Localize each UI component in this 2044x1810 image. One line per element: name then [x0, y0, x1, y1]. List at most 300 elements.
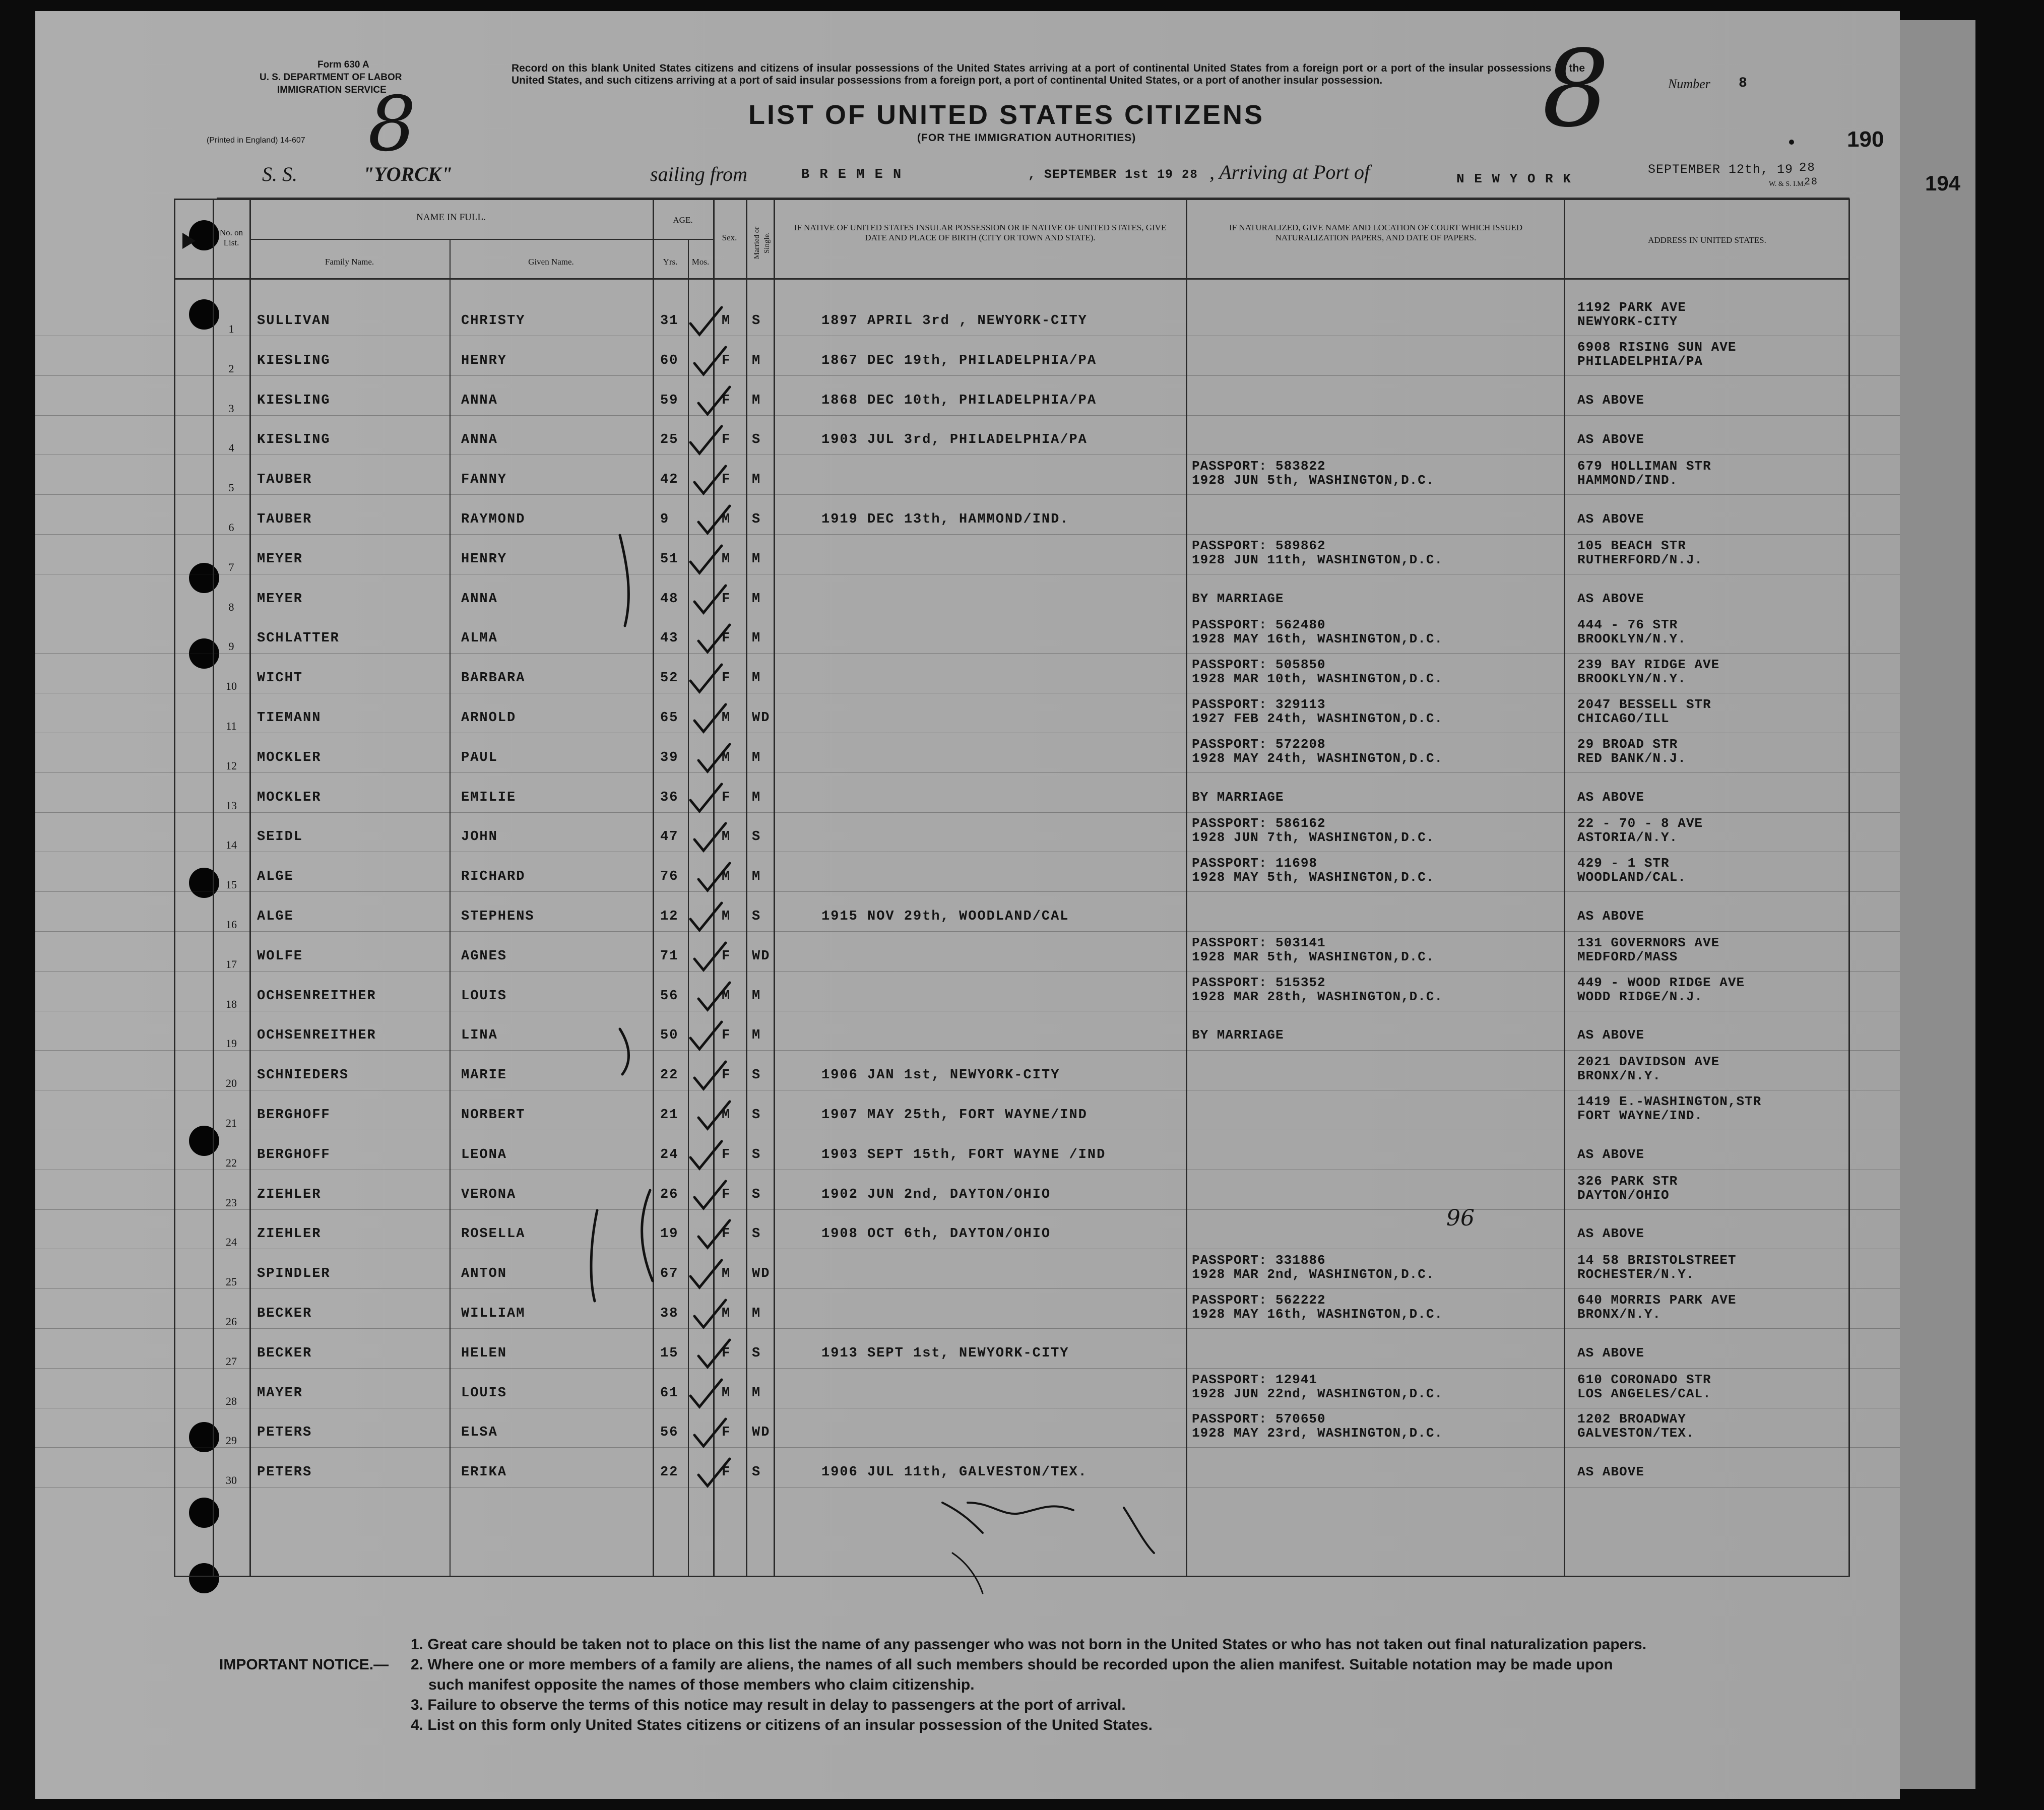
cell-age: 42: [660, 472, 679, 487]
cell-no: 28: [226, 1395, 237, 1407]
cell-given: LOUIS: [461, 989, 507, 1004]
header-given-name: Given Name.: [528, 257, 574, 267]
cell-address: 429 - 1 STR: [1577, 856, 1670, 871]
cell-family: KIESLING: [257, 432, 331, 447]
cell-address-city: DAYTON/OHIO: [1577, 1188, 1670, 1203]
cell-address-city: BRONX/N.Y.: [1577, 1068, 1662, 1083]
cell-sex: F: [722, 1068, 731, 1083]
cell-family: ALGE: [257, 869, 294, 884]
cell-no: 4: [228, 441, 234, 454]
cell-age: 67: [660, 1266, 679, 1281]
cell-birth: 1913 SEPT 1st, NEWYORK-CITY: [821, 1346, 1069, 1361]
cell-no: 11: [226, 720, 237, 732]
cell-naturalization: PASSPORT: 570650: [1192, 1411, 1326, 1427]
sailing-label: sailing from: [650, 163, 747, 185]
notice-item-2: 2. Where one or more members of a family are aliens, the names of all such members should be recorded upon the alien manifest. Suitable notation may be made upon: [411, 1656, 1613, 1673]
cell-family: SCHLATTER: [257, 631, 340, 646]
cell-no: 3: [228, 402, 234, 415]
cell-given: ANNA: [461, 592, 498, 607]
cell-family: ALGE: [257, 909, 294, 924]
cell-sex: M: [722, 989, 731, 1004]
cell-address: 444 - 76 STR: [1577, 617, 1678, 632]
cell-family: BERGHOFF: [257, 1108, 331, 1123]
cell-age: 71: [660, 949, 679, 964]
cell-no: 16: [226, 918, 237, 931]
cell-ms: M: [752, 989, 761, 1004]
cell-age: 9: [660, 512, 670, 527]
cell-family: SCHNIEDERS: [257, 1068, 349, 1083]
cell-birth: 1906 JAN 1st, NEWYORK-CITY: [821, 1068, 1060, 1083]
cell-given: ANTON: [461, 1266, 507, 1281]
cell-address: 326 PARK STR: [1577, 1174, 1678, 1189]
cell-sex: M: [722, 1306, 731, 1321]
cell-given: AGNES: [461, 949, 507, 964]
cell-birth: 1903 JUL 3rd, PHILADELPHIA/PA: [821, 432, 1088, 447]
service-name: IMMIGRATION SERVICE: [277, 85, 387, 95]
cell-address: 1192 PARK AVE: [1577, 300, 1686, 315]
cell-naturalization-date: 1928 MAY 16th, WASHINGTON,D.C.: [1192, 631, 1443, 647]
cell-sex: M: [722, 750, 731, 765]
cell-sex: M: [722, 512, 731, 527]
cell-no: 30: [226, 1474, 237, 1486]
cell-ms: M: [752, 472, 761, 487]
cell-ms: S: [752, 313, 761, 329]
handwritten-number-right: 8: [1542, 27, 1610, 151]
cell-age: 36: [660, 790, 679, 805]
cell-given: HENRY: [461, 353, 507, 368]
margin-mark: 96: [1446, 1205, 1475, 1231]
cell-address: AS ABOVE: [1577, 432, 1644, 447]
cell-no: 8: [228, 601, 234, 613]
cell-sex: M: [722, 313, 731, 329]
departure-year: 28: [1182, 168, 1198, 182]
cell-given: BARBARA: [461, 671, 526, 686]
cell-sex: F: [722, 592, 731, 607]
cell-no: 27: [226, 1355, 237, 1368]
cell-sex: M: [722, 710, 731, 726]
cell-family: SPINDLER: [257, 1266, 331, 1281]
cell-given: JOHN: [461, 829, 498, 845]
header-age: AGE.: [673, 215, 693, 225]
cell-age: 47: [660, 829, 679, 845]
cell-address-city: PHILADELPHIA/PA: [1577, 354, 1703, 369]
cell-sex: F: [722, 631, 731, 646]
cell-given: RICHARD: [461, 869, 526, 884]
cell-given: CHRISTY: [461, 313, 526, 329]
cell-address: AS ABOVE: [1577, 1226, 1644, 1241]
cell-address: AS ABOVE: [1577, 591, 1644, 606]
cell-address: AS ABOVE: [1577, 909, 1644, 924]
cell-address-city: BROOKLYN/N.Y.: [1577, 671, 1686, 686]
cell-age: 38: [660, 1306, 679, 1321]
cell-given: PAUL: [461, 750, 498, 765]
cell-given: HELEN: [461, 1346, 507, 1361]
cell-given: ARNOLD: [461, 710, 517, 726]
arrival-port: N E W Y O R K: [1456, 171, 1572, 186]
cell-family: OCHSENREITHER: [257, 1028, 376, 1043]
printed-note: (Printed in England) 14-607: [207, 136, 305, 145]
cell-age: 24: [660, 1147, 679, 1162]
header-sex: Sex.: [722, 233, 737, 242]
number-label: Number: [1668, 77, 1710, 91]
cell-age: 51: [660, 552, 679, 567]
cell-address-city: HAMMOND/IND.: [1577, 473, 1678, 488]
manifest-page: [35, 11, 1961, 1799]
cell-no: 2: [228, 362, 234, 375]
header-address: ADDRESS IN UNITED STATES.: [1648, 235, 1766, 245]
cell-family: WOLFE: [257, 949, 303, 964]
notice-label: IMPORTANT NOTICE.—: [219, 1656, 389, 1673]
cell-birth: 1868 DEC 10th, PHILADELPHIA/PA: [821, 393, 1097, 408]
cell-address-city: RUTHERFORD/N.J.: [1577, 552, 1703, 567]
cell-ms: S: [752, 1068, 761, 1083]
cell-no: 20: [226, 1077, 237, 1089]
cell-no: 1: [228, 322, 234, 335]
cell-family: MEYER: [257, 552, 303, 567]
cell-address: AS ABOVE: [1577, 1147, 1644, 1162]
cell-naturalization: PASSPORT: 572208: [1192, 737, 1326, 752]
cell-ms: WD: [752, 710, 771, 726]
cell-ms: M: [752, 1306, 761, 1321]
cell-naturalization: PASSPORT: 11698: [1192, 856, 1318, 871]
cell-given: VERONA: [461, 1187, 517, 1202]
cell-age: 56: [660, 989, 679, 1004]
cell-naturalization: PASSPORT: 329113: [1192, 697, 1326, 712]
cell-address: AS ABOVE: [1577, 511, 1644, 527]
arrival-note: W. & S. I.M.: [1769, 180, 1806, 188]
cell-address: 1202 BROADWAY: [1577, 1411, 1686, 1427]
cell-sex: F: [722, 671, 731, 686]
cell-address-city: ROCHESTER/N.Y.: [1577, 1267, 1695, 1282]
cell-family: MEYER: [257, 592, 303, 607]
cell-family: BECKER: [257, 1306, 312, 1321]
cell-ms: WD: [752, 1266, 771, 1281]
cell-address: AS ABOVE: [1577, 393, 1644, 408]
header-birth: IF NATIVE OF UNITED STATES INSULAR POSSESSION OR IF NATIVE OF UNITED STATES, GIVE DATE AND PLACE OF BIRTH (CITY OR TOWN AND STATE).: [794, 223, 1167, 242]
cell-given: LOUIS: [461, 1386, 507, 1401]
cell-family: ZIEHLER: [257, 1187, 322, 1202]
cell-address-city: FORT WAYNE/IND.: [1577, 1108, 1703, 1123]
cell-no: 22: [226, 1156, 237, 1169]
cell-given: ERIKA: [461, 1465, 507, 1480]
cell-ms: S: [752, 1108, 761, 1123]
cell-age: 21: [660, 1108, 679, 1123]
cell-family: BECKER: [257, 1346, 312, 1361]
cell-no: 14: [226, 838, 237, 851]
header-yrs: Yrs.: [663, 257, 678, 267]
number-value: 8: [1739, 76, 1747, 91]
notice-item-2-cont: such manifest opposite the names of those members who claim citizenship.: [428, 1676, 975, 1693]
cell-ms: M: [752, 393, 761, 408]
cell-no: 25: [226, 1275, 237, 1288]
cell-ms: WD: [752, 949, 771, 964]
notice-item-1: 1. Great care should be taken not to place on this list the name of any passenger who was not born in the United States or who has not taken out final naturalization papers.: [411, 1636, 1647, 1653]
cell-address: 610 CORONADO STR: [1577, 1372, 1711, 1387]
cell-address-city: RED BANK/N.J.: [1577, 751, 1686, 766]
cell-age: 65: [660, 710, 679, 726]
cell-birth: 1867 DEC 19th, PHILADELPHIA/PA: [821, 353, 1097, 368]
ship-name: "YORCK": [363, 163, 453, 185]
cell-ms: M: [752, 790, 761, 805]
cell-no: 6: [228, 521, 234, 534]
cell-sex: F: [722, 353, 731, 368]
cell-ms: M: [752, 750, 761, 765]
cell-address: 640 MORRIS PARK AVE: [1577, 1292, 1737, 1308]
cell-family: ZIEHLER: [257, 1226, 322, 1242]
department-name: U. S. DEPARTMENT OF LABOR: [260, 72, 402, 83]
handwritten-number-left: 8: [368, 81, 416, 168]
cell-birth: 1902 JUN 2nd, DAYTON/OHIO: [821, 1187, 1051, 1202]
cell-birth: 1897 APRIL 3rd , NEWYORK-CITY: [821, 313, 1088, 329]
header-name-in-full: NAME IN FULL.: [416, 212, 486, 223]
cell-given: WILLIAM: [461, 1306, 526, 1321]
side-stamp: 194: [1925, 171, 1961, 195]
cell-naturalization: PASSPORT: 12941: [1192, 1372, 1318, 1387]
cell-address: AS ABOVE: [1577, 790, 1644, 805]
header-family-name: Family Name.: [325, 257, 374, 267]
cell-sex: M: [722, 1266, 731, 1281]
cell-no: 18: [226, 998, 237, 1010]
cell-family: TIEMANN: [257, 710, 322, 726]
cell-naturalization: BY MARRIAGE: [1192, 790, 1284, 805]
cell-naturalization-date: 1928 MAY 24th, WASHINGTON,D.C.: [1192, 751, 1443, 766]
cell-no: 12: [226, 759, 237, 772]
form-number: Form 630 A: [317, 59, 369, 70]
header-married: Married or Single.: [753, 226, 771, 260]
cell-family: KIESLING: [257, 353, 331, 368]
cell-given: ANNA: [461, 432, 498, 447]
cell-sex: M: [722, 869, 731, 884]
notice-item-3: 3. Failure to observe the terms of this notice may result in delay to passengers at the port of arrival.: [411, 1697, 1126, 1713]
cell-ms: M: [752, 631, 761, 646]
cell-address: 449 - WOOD RIDGE AVE: [1577, 975, 1745, 990]
cell-ms: M: [752, 552, 761, 567]
cell-address-city: BRONX/N.Y.: [1577, 1307, 1662, 1322]
cell-no: 9: [228, 640, 234, 653]
cell-ms: S: [752, 1346, 761, 1361]
cell-naturalization-date: 1928 JUN 22nd, WASHINGTON,D.C.: [1192, 1386, 1443, 1401]
cell-sex: M: [722, 1108, 731, 1123]
cell-sex: M: [722, 552, 731, 567]
cell-naturalization-date: 1928 MAR 10th, WASHINGTON,D.C.: [1192, 671, 1443, 686]
cell-age: 50: [660, 1028, 679, 1043]
cell-sex: F: [722, 1465, 731, 1480]
cell-address-city: ASTORIA/N.Y.: [1577, 830, 1678, 845]
cell-given: RAYMOND: [461, 512, 526, 527]
cell-ms: M: [752, 869, 761, 884]
cell-given: STEPHENS: [461, 909, 535, 924]
cell-address-city: BROOKLYN/N.Y.: [1577, 631, 1686, 647]
cell-ms: M: [752, 1386, 761, 1401]
cell-sex: F: [722, 393, 731, 408]
cell-ms: S: [752, 829, 761, 845]
cell-given: LEONA: [461, 1147, 507, 1162]
cell-address: 105 BEACH STR: [1577, 538, 1686, 553]
cell-birth: 1907 MAY 25th, FORT WAYNE/IND: [821, 1108, 1088, 1123]
cell-sex: F: [722, 1187, 731, 1202]
cell-naturalization: PASSPORT: 562480: [1192, 617, 1326, 632]
cell-ms: S: [752, 909, 761, 924]
cell-family: MOCKLER: [257, 750, 322, 765]
cell-age: 12: [660, 909, 679, 924]
cell-ms: S: [752, 1147, 761, 1162]
cell-no: 23: [226, 1196, 237, 1209]
cell-naturalization: PASSPORT: 562222: [1192, 1292, 1326, 1308]
cell-naturalization: BY MARRIAGE: [1192, 1027, 1284, 1043]
cell-no: 17: [226, 958, 237, 971]
cell-no: 19: [226, 1037, 237, 1050]
cell-naturalization: PASSPORT: 589862: [1192, 538, 1326, 553]
cell-no: 24: [226, 1236, 237, 1248]
cell-address: 22 - 70 - 8 AVE: [1577, 816, 1703, 831]
cell-sex: F: [722, 1147, 731, 1162]
cell-given: ROSELLA: [461, 1226, 526, 1242]
cell-family: TAUBER: [257, 512, 312, 527]
cell-ms: S: [752, 432, 761, 447]
cell-address: 2021 DAVIDSON AVE: [1577, 1054, 1720, 1069]
cell-naturalization-date: 1928 JUN 11th, WASHINGTON,D.C.: [1192, 552, 1443, 567]
cell-age: 59: [660, 393, 679, 408]
header-mos: Mos.: [691, 257, 710, 267]
cell-ms: WD: [752, 1425, 771, 1440]
cell-no: 10: [226, 680, 237, 692]
cell-address-city: LOS ANGELES/CAL.: [1577, 1386, 1711, 1401]
cell-naturalization-date: 1928 MAR 28th, WASHINGTON,D.C.: [1192, 989, 1443, 1004]
cell-no: 15: [226, 878, 237, 891]
cell-age: 31: [660, 313, 679, 329]
cell-family: PETERS: [257, 1425, 312, 1440]
header-no: No. on List.: [219, 228, 243, 247]
cell-naturalization-date: 1928 MAR 2nd, WASHINGTON,D.C.: [1192, 1267, 1435, 1282]
cell-family: MAYER: [257, 1386, 303, 1401]
cell-ms: M: [752, 353, 761, 368]
cell-given: ALMA: [461, 631, 498, 646]
cell-age: 15: [660, 1346, 679, 1361]
cell-given: LINA: [461, 1028, 498, 1043]
cell-sex: M: [722, 1386, 731, 1401]
cell-age: 61: [660, 1386, 679, 1401]
ss-label: S. S.: [262, 163, 297, 185]
cell-naturalization-date: 1928 JUN 5th, WASHINGTON,D.C.: [1192, 473, 1435, 488]
cell-address: AS ABOVE: [1577, 1464, 1644, 1479]
cell-given: MARIE: [461, 1068, 507, 1083]
cell-age: 25: [660, 432, 679, 447]
cell-naturalization-date: 1928 MAY 5th, WASHINGTON,D.C.: [1192, 870, 1435, 885]
cell-birth: 1915 NOV 29th, WOODLAND/CAL: [821, 909, 1069, 924]
cell-sex: F: [722, 1425, 731, 1440]
cell-ms: S: [752, 1187, 761, 1202]
cell-birth: 1919 DEC 13th, HAMMOND/IND.: [821, 512, 1069, 527]
cell-age: 48: [660, 592, 679, 607]
cell-address: 2047 BESSELL STR: [1577, 697, 1711, 712]
cell-sex: F: [722, 472, 731, 487]
cell-family: WICHT: [257, 671, 303, 686]
cell-family: PETERS: [257, 1465, 312, 1480]
cell-ms: S: [752, 1465, 761, 1480]
cell-address-city: CHICAGO/ILL: [1577, 711, 1670, 726]
cell-address: 131 GOVERNORS AVE: [1577, 935, 1720, 950]
cell-given: NORBERT: [461, 1108, 526, 1123]
cell-birth: 1903 SEPT 15th, FORT WAYNE /IND: [821, 1147, 1106, 1162]
cell-address: 679 HOLLIMAN STR: [1577, 459, 1711, 474]
arrival-year-small: 28: [1804, 176, 1819, 188]
cell-given: FANNY: [461, 472, 507, 487]
cell-naturalization: PASSPORT: 515352: [1192, 975, 1326, 990]
cell-age: 22: [660, 1068, 679, 1083]
departure-port: B R E M E N: [801, 167, 903, 182]
cell-naturalization-date: 1928 JUN 7th, WASHINGTON,D.C.: [1192, 830, 1435, 845]
cell-no: 7: [228, 561, 234, 573]
cell-ms: M: [752, 671, 761, 686]
cell-address: 239 BAY RIDGE AVE: [1577, 657, 1720, 672]
cell-sex: F: [722, 949, 731, 964]
cell-ms: S: [752, 512, 761, 527]
cell-address: 29 BROAD STR: [1577, 737, 1678, 752]
page-title: LIST OF UNITED STATES CITIZENS: [748, 100, 1264, 130]
departure-date: , SEPTEMBER 1st 19: [1028, 167, 1174, 182]
cell-address-city: WOODLAND/CAL.: [1577, 870, 1686, 885]
cell-age: 56: [660, 1425, 679, 1440]
cell-ms: M: [752, 592, 761, 607]
cell-no: 26: [226, 1315, 237, 1328]
cell-age: 76: [660, 869, 679, 884]
handwritten-checks: [35, 11, 1900, 1799]
cell-naturalization-date: 1927 FEB 24th, WASHINGTON,D.C.: [1192, 711, 1443, 726]
cell-no: 5: [228, 481, 234, 494]
cell-age: 60: [660, 353, 679, 368]
cell-naturalization-date: 1928 MAY 16th, WASHINGTON,D.C.: [1192, 1307, 1443, 1322]
cell-sex: M: [722, 909, 731, 924]
cell-given: ELSA: [461, 1425, 498, 1440]
cell-given: EMILIE: [461, 790, 517, 805]
cell-address-city: GALVESTON/TEX.: [1577, 1426, 1695, 1441]
cell-naturalization: PASSPORT: 505850: [1192, 657, 1326, 672]
cell-birth: 1906 JUL 11th, GALVESTON/TEX.: [821, 1465, 1088, 1480]
cell-age: 52: [660, 671, 679, 686]
cell-naturalization: PASSPORT: 331886: [1192, 1253, 1326, 1268]
page-subtitle: (FOR THE IMMIGRATION AUTHORITIES): [917, 132, 1136, 144]
cell-family: SULLIVAN: [257, 313, 331, 329]
cell-naturalization: BY MARRIAGE: [1192, 591, 1284, 606]
cell-age: 19: [660, 1226, 679, 1242]
record-notice: Record on this blank United States citizens and citizens of insular possessions of the United States arriving at a port of continental United States from a foreign port or a port of the insular possessions of the United States, and such citizens arriving at a port of said insular possessions from a foreign port, a port of continental United States, or a port of another insular possession.: [512, 62, 1585, 86]
cell-age: 22: [660, 1465, 679, 1480]
cell-family: SEIDL: [257, 829, 303, 845]
cell-naturalization: PASSPORT: 586162: [1192, 816, 1326, 831]
cell-family: BERGHOFF: [257, 1147, 331, 1162]
cell-naturalization-date: 1928 MAY 23rd, WASHINGTON,D.C.: [1192, 1426, 1443, 1441]
notice-item-4: 4. List on this form only United States citizens or citizens of an insular possession of the United States.: [411, 1717, 1153, 1733]
cell-address-city: WODD RIDGE/N.J.: [1577, 989, 1703, 1004]
cell-sex: F: [722, 790, 731, 805]
cell-ms: M: [752, 1028, 761, 1043]
cell-sex: F: [722, 1346, 731, 1361]
cell-family: TAUBER: [257, 472, 312, 487]
cell-address-city: MEDFORD/MASS: [1577, 949, 1678, 964]
arrival-year: 28: [1799, 161, 1816, 175]
cell-address: AS ABOVE: [1577, 1345, 1644, 1361]
page-stamp: 190: [1847, 127, 1884, 152]
cell-naturalization: PASSPORT: 583822: [1192, 459, 1326, 474]
cell-given: ANNA: [461, 393, 498, 408]
cell-address-city: NEWYORK-CITY: [1577, 314, 1678, 329]
cell-no: 13: [226, 799, 237, 812]
cell-address: 14 58 BRISTOLSTREET: [1577, 1253, 1737, 1268]
cell-age: 39: [660, 750, 679, 765]
cell-family: OCHSENREITHER: [257, 989, 376, 1004]
cell-family: MOCKLER: [257, 790, 322, 805]
cell-age: 26: [660, 1187, 679, 1202]
